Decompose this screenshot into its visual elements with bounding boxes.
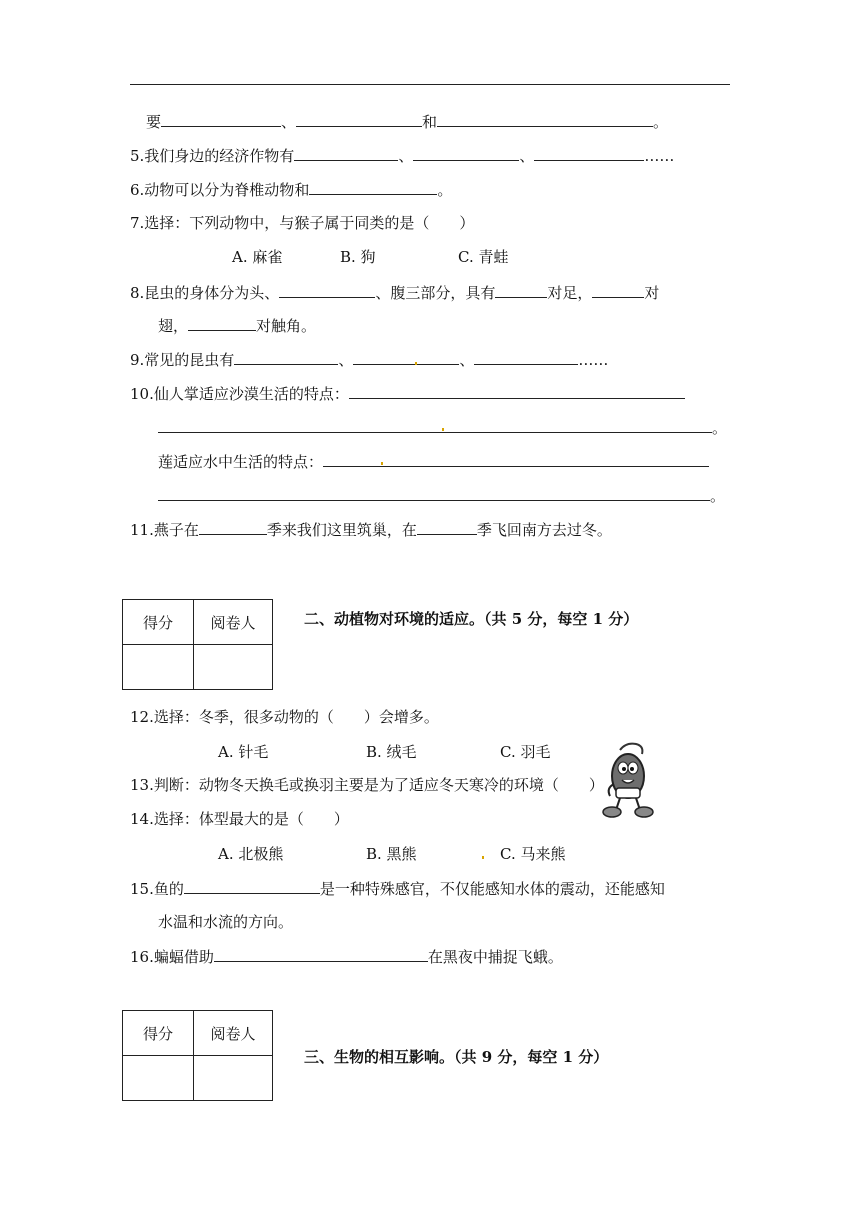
score-cell[interactable] <box>123 645 194 690</box>
reviewer-cell[interactable] <box>194 645 273 690</box>
question-11: 11.燕子在 季来我们这里筑巢，在 季飞回南方去过冬。 <box>130 518 612 541</box>
answer-blank[interactable] <box>296 110 422 127</box>
answer-blank[interactable] <box>495 281 547 298</box>
answer-blank[interactable] <box>474 348 578 365</box>
q12-option-a[interactable]: A. 针毛 <box>218 743 269 761</box>
question-15-line2: 水温和水流的方向。 <box>158 913 294 931</box>
answer-blank[interactable] <box>417 518 477 535</box>
score-header: 得分 <box>123 600 194 645</box>
answer-blank[interactable] <box>184 877 320 894</box>
question-12: 12.选择：冬季，很多动物的（ ）会增多。 <box>130 708 439 726</box>
score-cell[interactable] <box>123 1056 194 1101</box>
question-10: 10.仙人掌适应沙漠生活的特点： <box>130 382 685 405</box>
question-13: 13.判断：动物冬天换毛或换羽主要是为了适应冬天寒冷的环境（ ） <box>130 776 604 794</box>
question-6: 6.动物可以分为脊椎动物和 。 <box>130 178 452 201</box>
q7-option-c[interactable]: C. 青蛙 <box>458 248 509 266</box>
q7-option-a[interactable]: A. 麻雀 <box>232 248 283 266</box>
question-16: 16.蝙蝠借助 在黑夜中捕捉飞蛾。 <box>130 945 563 968</box>
q7-option-b[interactable]: B. 狗 <box>340 248 376 266</box>
stray-dot <box>415 362 417 365</box>
section-title: 二、动植物对环境的适应。（共 5 分，每空 1 分） <box>304 610 639 628</box>
answer-blank[interactable] <box>158 484 710 501</box>
answer-blank[interactable] <box>437 110 653 127</box>
answer-blank[interactable] <box>349 382 685 399</box>
answer-blank[interactable] <box>309 178 437 195</box>
q4-continued: 要 、 和 。 <box>146 110 668 133</box>
score-table <box>122 599 273 690</box>
answer-blank[interactable] <box>199 518 267 535</box>
q14-option-a[interactable]: A. 北极熊 <box>218 845 284 863</box>
score-table <box>122 1010 273 1101</box>
answer-blank[interactable] <box>188 314 256 331</box>
answer-blank[interactable] <box>294 144 398 161</box>
answer-blank[interactable] <box>592 281 644 298</box>
q14-option-c[interactable]: C. 马来熊 <box>500 845 566 863</box>
q12-option-b[interactable]: B. 绒毛 <box>366 743 417 761</box>
header-rule <box>130 84 730 85</box>
stray-dot <box>442 428 444 431</box>
question-10-lotus: 莲适应水中生活的特点： <box>158 450 709 473</box>
question-7: 7.选择：下列动物中，与猴子属于同类的是（ ） <box>130 214 475 232</box>
question-10-line4: 。 <box>158 484 725 507</box>
answer-blank[interactable] <box>353 348 459 365</box>
q12-option-c[interactable]: C. 羽毛 <box>500 743 551 761</box>
answer-blank[interactable] <box>214 945 428 962</box>
question-5: 5.我们身边的经济作物有 、 、 …… <box>130 144 674 167</box>
answer-blank[interactable] <box>534 144 644 161</box>
section-title: 三、生物的相互影响。（共 9 分，每空 1 分） <box>304 1048 609 1066</box>
answer-blank[interactable] <box>234 348 338 365</box>
reviewer-cell[interactable] <box>194 1056 273 1101</box>
answer-blank[interactable] <box>158 416 712 433</box>
score-header: 得分 <box>123 1011 194 1056</box>
question-14: 14.选择：体型最大的是（ ） <box>130 810 349 828</box>
answer-blank[interactable] <box>413 144 519 161</box>
question-8: 8.昆虫的身体分为头、 、腹三部分，具有 对足， 对 <box>130 281 659 304</box>
stray-dot <box>482 856 484 859</box>
answer-blank[interactable] <box>279 281 375 298</box>
question-8-line2: 翅， 对触角。 <box>158 314 316 337</box>
question-15: 15.鱼的 是一种特殊感官，不仅能感知水体的震动，还能感知 <box>130 877 665 900</box>
q14-option-b[interactable]: B. 黑熊 <box>366 845 417 863</box>
cartoon-bean-mascot-icon <box>598 740 662 820</box>
reviewer-header: 阅卷人 <box>194 600 273 645</box>
stray-dot <box>381 462 383 465</box>
question-10-line2: 。 <box>158 416 727 439</box>
reviewer-header: 阅卷人 <box>194 1011 273 1056</box>
question-9: 9.常见的昆虫有 、 、 …… <box>130 348 608 371</box>
answer-blank[interactable] <box>161 110 281 127</box>
